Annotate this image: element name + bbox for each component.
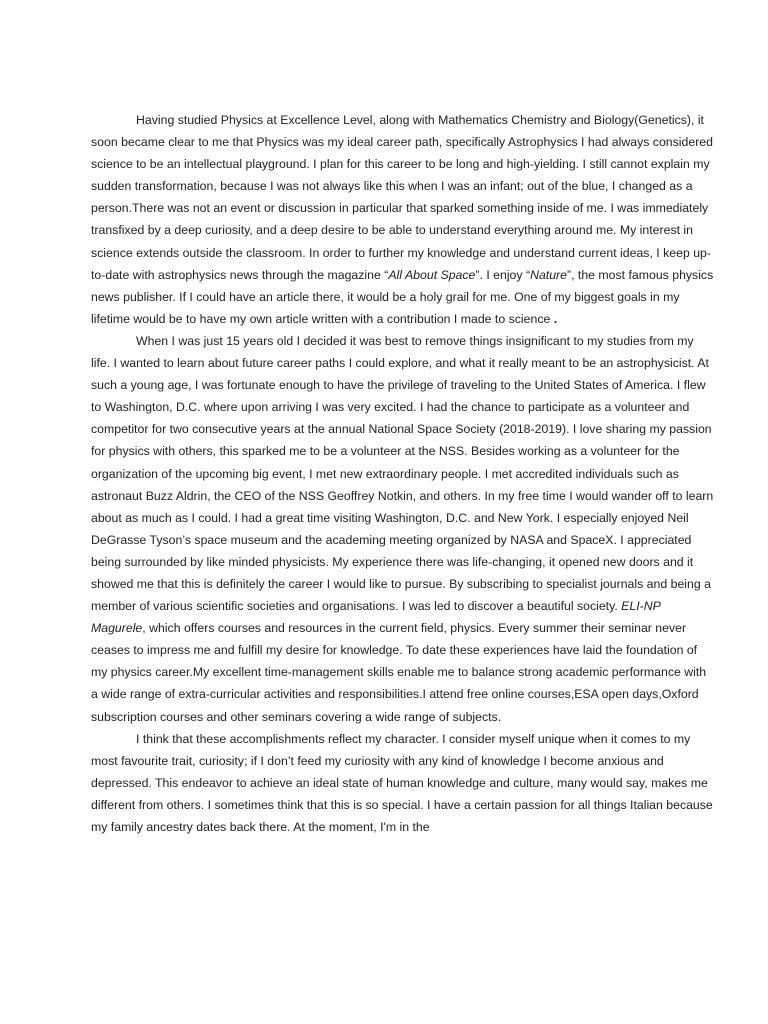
paragraph-2-text-1: When I was just 15 years old I decided it was best to remove things insignificant to my studies from my life. I wanted to learn about future career paths I could explore, and what it really meant to be an astrophysicist. At such a young age, I was fortunate enough to have the privilege of traveling to the United States of America. I flew to Washington, D.C. where upon arriving I was very excited. I had the chance to participate as a volunteer and competitor for two consecutive years at the annual National Space Society (2018-2019). I love sharing my passion for physics with others, this sparked me to be a volunteer at the NSS. Besides working as a volunteer for the organization of the upcoming big event, I met new extraordinary people. I met accredited individuals such as astronaut Buzz Aldrin, the CEO of the NSS Geoffrey Notkin, and others. In my free time I would wander off to learn about as much as I could. I had a great time visiting Washington, D.C. and New York. I especially enjoyed Neil DeGrasse Tyson’s space museum and the academing meeting organized by NASA and SpaceX. I appreciated being surrounded by like minded physicists. My experience there was life-changing, it opened new doors and it showed me that this is definitely the career I would like to pursue. By subscribing to specialist journals and being a member of various scientific societies and organisations. I was led to discover a beautiful society. [91, 333, 714, 614]
paragraph-1-text-1: Having studied Physics at Excellence Level, along with Mathematics Chemistry and Biology(Genetics), it soon became clear to me that Physics was my ideal career path, specifically Astrophysics I had always considered science to be an intellectual playground. I plan for this career to be long and high-yielding. I still cannot explain my sudden transformation, because I was not always like this when I was an infant; out of the blue, I changed as a person.There was not an event or discussion in particular that sparked something inside of me. I was immediately transfixed by a deep curiosity, and a deep desire to be able to understand everything around me. My interest in science extends outside the classroom. In order to further my knowledge and understand current ideas, I keep up-to-date with astrophysics news through the magazine “ [91, 113, 713, 282]
paragraph-1-final-period: . [553, 311, 558, 326]
paragraph-1-text-2: ”. I enjoy “ [475, 267, 531, 282]
paragraph-1 [91, 109, 716, 330]
paragraph-3-text-1: I think that these accomplishments reflect my character. I consider myself unique when it comes to my most favourite trait, curiosity; if I don’t feed my curiosity with any kind of knowledge I become anxious and depressed. This endeavor to achieve an ideal state of human knowledge and culture, many would say, makes me different from others. I sometimes think that this is so special. I have a certain passion for all things Italian because my family ancestry dates back there. At the moment, I'm in the [91, 731, 713, 834]
paragraph-2-text-2: , which offers courses and resources in the current field, physics. Every summer their seminar never ceases to impress me and fulfill my desire for knowledge. To date these experiences have laid the foundation of my physics career.My excellent time-management skills enable me to balance strong academic performance with a wide range of extra-curricular activities and responsibilities.I attend free online courses,ESA open days,Oxford subscription courses and other seminars covering a wide range of subjects. [91, 621, 707, 724]
publication-title-nature: Nature [530, 267, 567, 282]
paragraph-2 [91, 330, 716, 728]
paragraph-1-text-3: ”, the most famous physics news publisher. If I could have an article there, it would be a holy grail for me. One of my biggest goals in my lifetime would be to have my own article written with a contribution I made to science [91, 267, 714, 326]
magazine-title-all-about-space: All About Space [388, 267, 476, 282]
organization-eli-np-magurele: ELI-NP Magurele [91, 599, 661, 636]
paragraph-3 [91, 728, 716, 838]
